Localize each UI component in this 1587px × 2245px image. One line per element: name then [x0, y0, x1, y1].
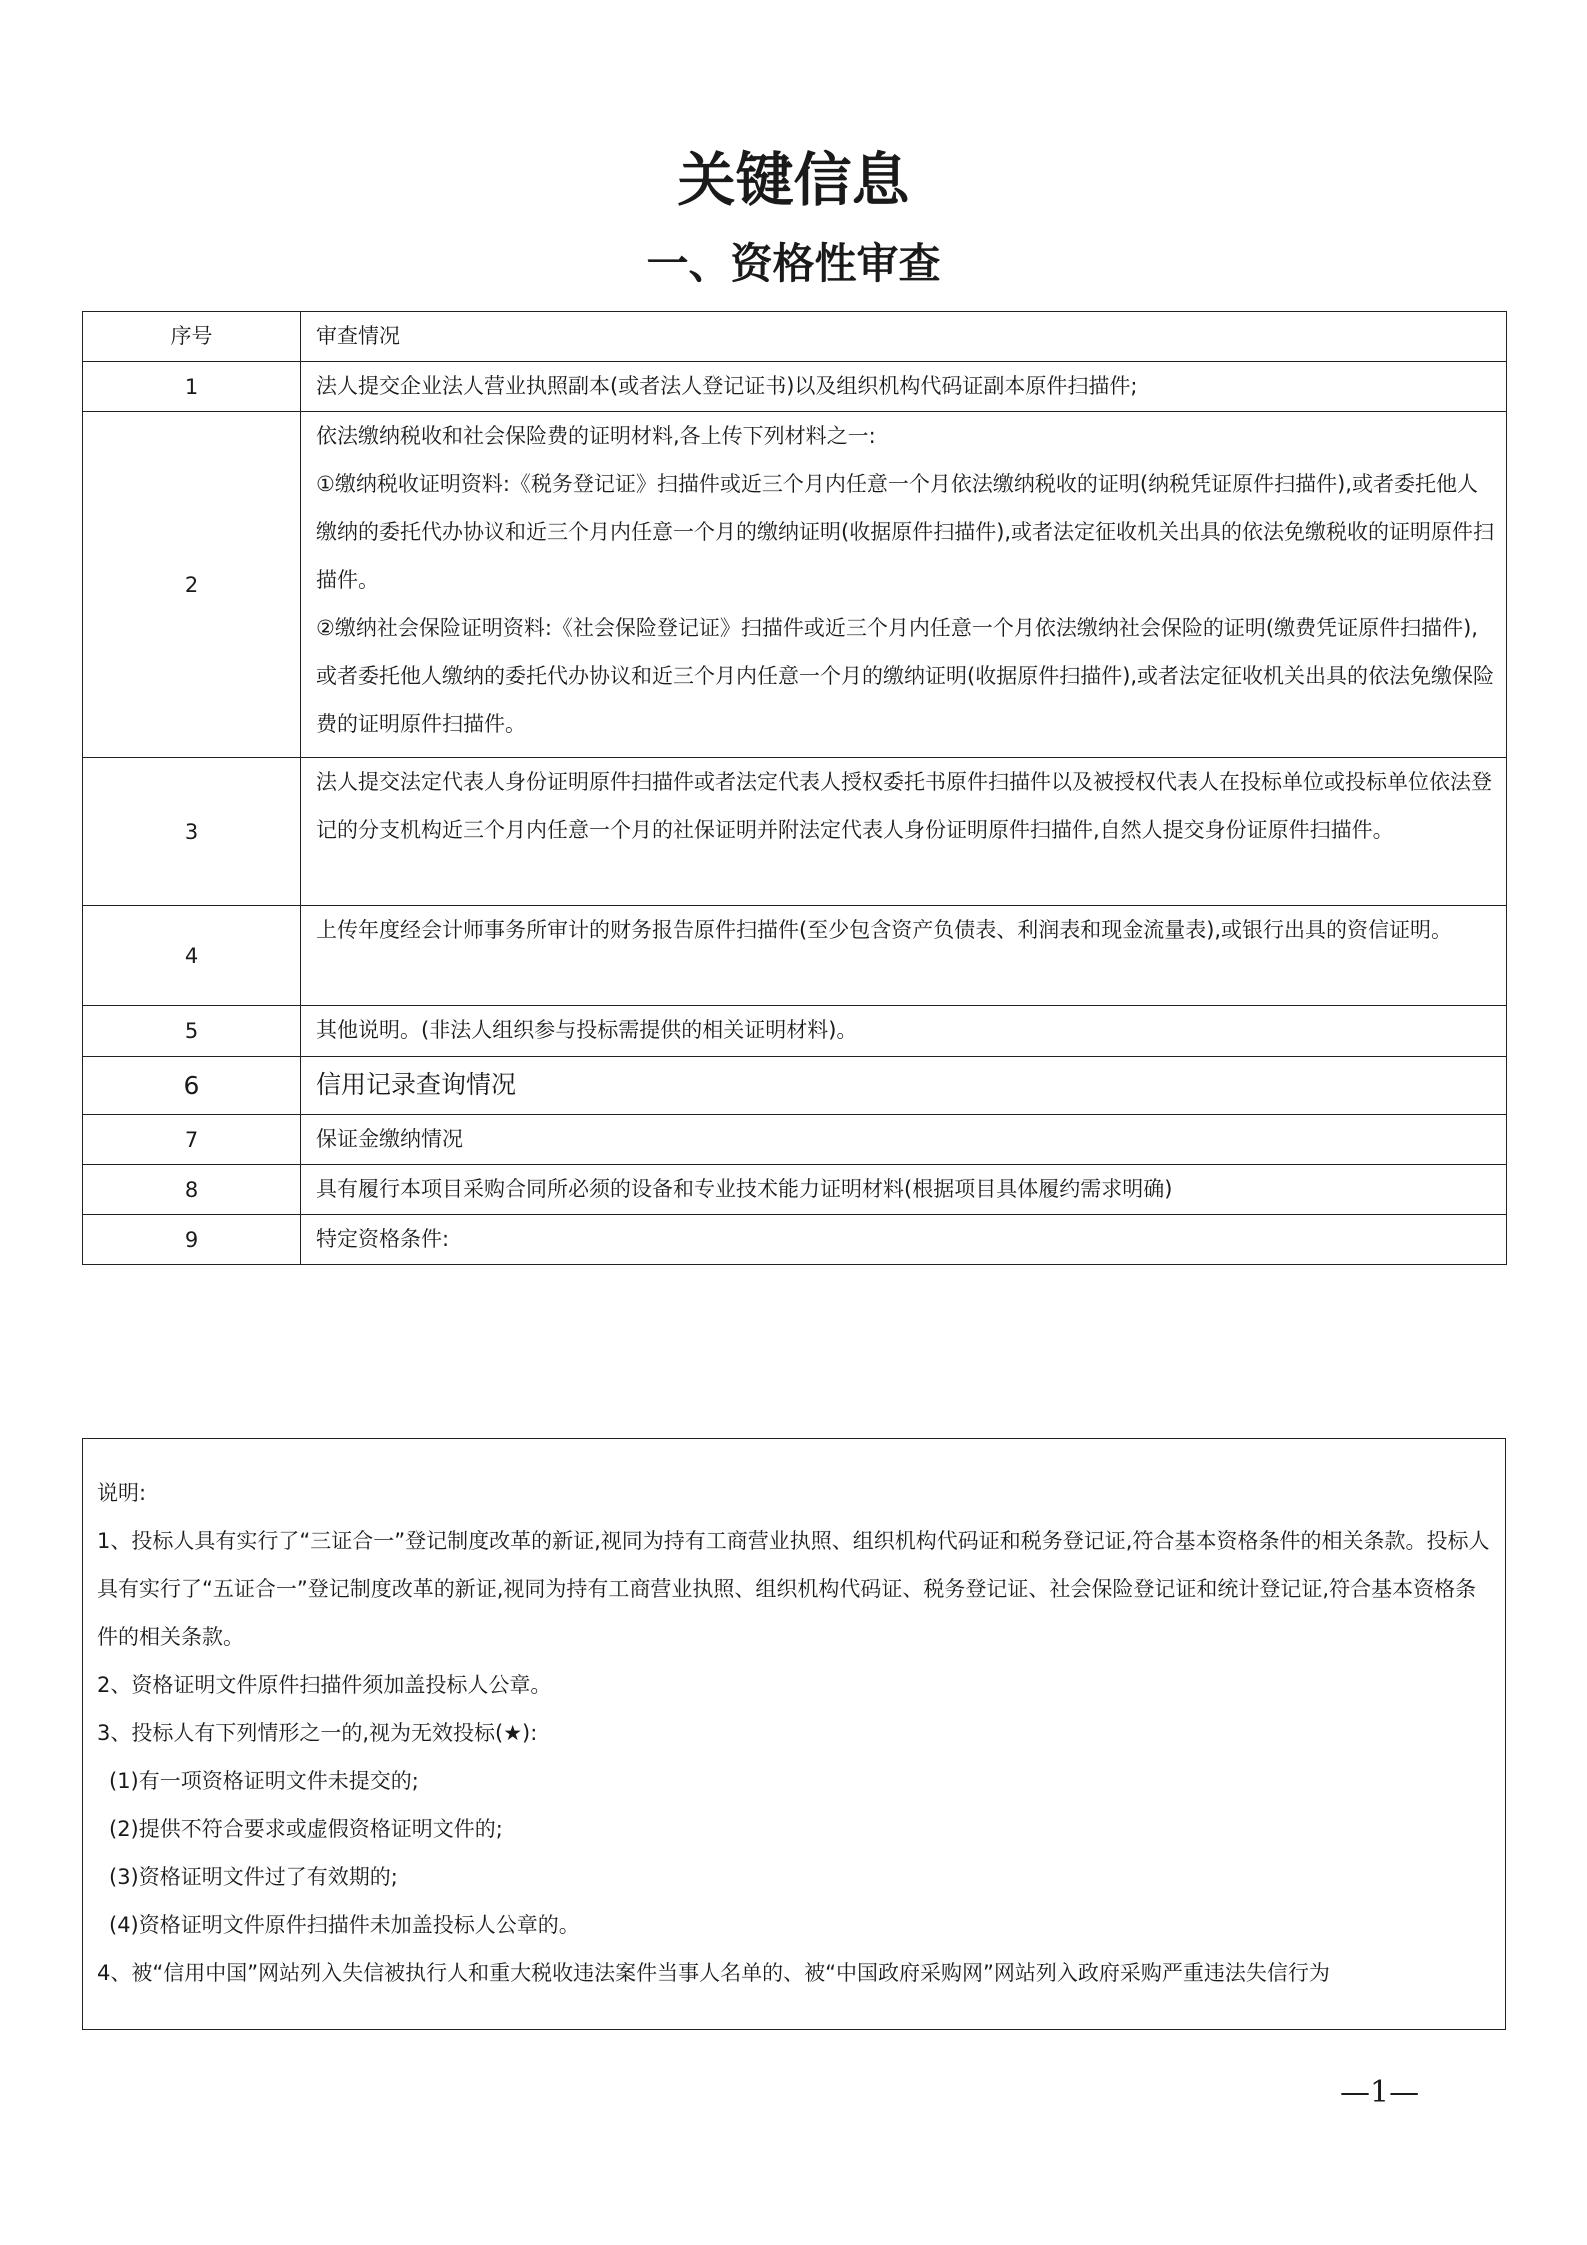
row-content — [301, 1115, 1507, 1165]
row-text: 依法缴纳税收和社会保险费的证明材料,各上传下列材料之一: — [316, 424, 876, 448]
note-item: 4、被“信用中国”网站列入失信被执行人和重大税收违法案件当事人名单的、被“中国政府采购网”网站列入政府采购严重违法失信行为 — [97, 1961, 1330, 1985]
table-row — [83, 758, 1507, 906]
row-text: 信用记录查询情况 — [316, 1070, 517, 1099]
row-content — [301, 362, 1507, 412]
note-subitem: (3)资格证明文件过了有效期的; — [109, 1865, 398, 1889]
table-row — [83, 1006, 1507, 1057]
row-content — [301, 1006, 1507, 1057]
row-num: 7 — [83, 1115, 301, 1165]
row-num: 5 — [83, 1006, 301, 1057]
row-text: 保证金缴纳情况 — [316, 1127, 463, 1151]
row-text: ②缴纳社会保险证明资料:《社会保险登记证》扫描件或近三个月内任意一个月依法缴纳社会保险的证明(缴费凭证原件扫描件),或者委托他人缴纳的委托代办协议和近三个月内任意一个月的缴纳证明(收据原件扫描件),或者法定征收机关出具的依法免缴保险费的证明原件扫描件。 — [316, 616, 1495, 736]
row-content — [301, 1215, 1507, 1265]
row-num: 4 — [83, 906, 301, 1006]
note-subitem: (2)提供不符合要求或虚假资格证明文件的; — [109, 1817, 503, 1841]
row-text: 特定资格条件: — [316, 1227, 450, 1251]
table-row — [83, 906, 1507, 1006]
row-num: 1 — [83, 362, 301, 412]
row-num: 8 — [83, 1165, 301, 1215]
row-content — [301, 758, 1507, 906]
document-title: 关键信息 — [677, 146, 910, 214]
note-subitem: (1)有一项资格证明文件未提交的; — [109, 1769, 419, 1793]
row-text: 法人提交企业法人营业执照副本(或者法人登记证书)以及组织机构代码证副本原件扫描件; — [316, 374, 1138, 398]
header-num: 序号 — [83, 312, 301, 362]
section-title: 一、资格性审查 — [646, 239, 941, 288]
note-item: 1、投标人具有实行了“三证合一”登记制度改革的新证,视同为持有工商营业执照、组织机构代码证和税务登记证,符合基本资格条件的相关条款。投标人具有实行了“五证合一”登记制度改革的新证,视同为持有工商营业执照、组织机构代码证、税务登记证、社会保险登记证和统计登记证,符合基本资格条件的相关条款。 — [97, 1529, 1490, 1649]
row-num: 2 — [83, 412, 301, 758]
table-row — [83, 1215, 1507, 1265]
table-row — [83, 1057, 1507, 1115]
row-num: 9 — [83, 1215, 301, 1265]
note-subitem: (4)资格证明文件原件扫描件未加盖投标人公章的。 — [109, 1913, 580, 1937]
table-row — [83, 1165, 1507, 1215]
row-text: ①缴纳税收证明资料:《税务登记证》扫描件或近三个月内任意一个月依法缴纳税收的证明(纳税凭证原件扫描件),或者委托他人缴纳的委托代办协议和近三个月内任意一个月的缴纳证明(收据原件扫描件),或者法定征收机关出具的依法免缴税收的证明原件扫描件。 — [316, 472, 1495, 592]
row-text: 法人提交法定代表人身份证明原件扫描件或者法定代表人授权委托书原件扫描件以及被授权代表人在投标单位或投标单位依法登记的分支机构近三个月内任意一个月的社保证明并附法定代表人身份证明原件扫描件,自然人提交身份证原件扫描件。 — [316, 770, 1492, 842]
row-content — [301, 412, 1507, 758]
note-item: 2、资格证明文件原件扫描件须加盖投标人公章。 — [97, 1673, 552, 1697]
notes-heading: 说明: — [97, 1481, 147, 1505]
row-content — [301, 1165, 1507, 1215]
table-header-row — [83, 312, 1507, 362]
page-number: —1— — [1340, 2075, 1420, 2110]
table-row — [83, 412, 1507, 758]
table-row — [83, 362, 1507, 412]
row-content — [301, 906, 1507, 1006]
row-text: 其他说明。(非法人组织参与投标需提供的相关证明材料)。 — [316, 1018, 858, 1042]
row-text: 上传年度经会计师事务所审计的财务报告原件扫描件(至少包含资产负债表、利润表和现金流量表),或银行出具的资信证明。 — [316, 918, 1453, 942]
table-row — [83, 1115, 1507, 1165]
header-content: 审查情况 — [301, 312, 1507, 362]
qualification-table — [82, 311, 1507, 1265]
note-item: 3、投标人有下列情形之一的,视为无效投标(★): — [97, 1721, 538, 1745]
row-text: 具有履行本项目采购合同所必须的设备和专业技术能力证明材料(根据项目具体履约需求明确) — [316, 1177, 1173, 1201]
row-num: 3 — [83, 758, 301, 906]
row-content — [301, 1057, 1507, 1115]
notes-box — [82, 1438, 1506, 2030]
row-num: 6 — [83, 1057, 301, 1115]
